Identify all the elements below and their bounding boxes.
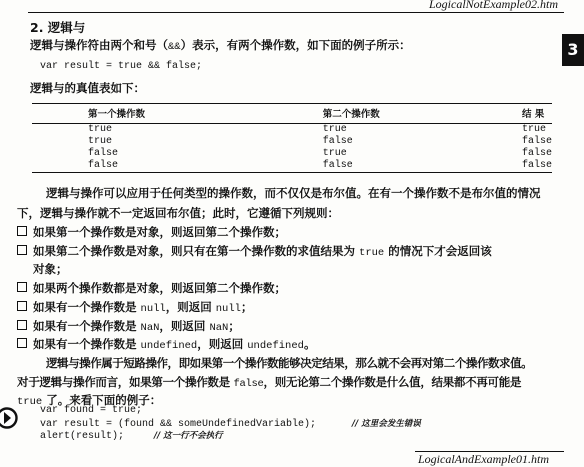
truth-table-header-row xyxy=(32,104,552,124)
truth-table xyxy=(32,103,552,173)
para1-line2: 下，逻辑与操作就不一定返回布尔值；此时，它遵循下列规则： xyxy=(17,206,339,220)
col-header-result: 结 果 xyxy=(496,104,552,124)
col-header-first: 第一个操作数 xyxy=(32,104,271,124)
table-cell: true xyxy=(88,124,113,135)
intro-operator: && xyxy=(168,41,181,53)
table-cell: false xyxy=(271,160,496,173)
inline-code: undefined xyxy=(247,340,304,352)
para2-line1: 逻辑与操作属于短路操作，即如果第一个操作数能够决定结果，那么就不会再对第二个操作数求值。 xyxy=(46,356,533,370)
inline-code: NaN xyxy=(140,322,160,334)
table-row xyxy=(32,124,552,137)
truth-table-intro: 逻辑与的真值表如下： xyxy=(30,81,145,95)
inline-code: undefined xyxy=(140,340,198,352)
table-cell: false xyxy=(521,148,552,159)
bullet-text: 如果第一个操作数是对象，则返回第二个操作数； xyxy=(33,225,286,239)
checkbox-bullet-icon xyxy=(17,301,27,311)
inline-code: true xyxy=(17,396,43,408)
para2-text: 对于逻辑与操作而言，如果第一个操作数是 xyxy=(17,375,234,389)
code-comment: // 这里会发生错误 xyxy=(352,419,421,429)
bullet-item xyxy=(17,299,252,315)
table-cell: false xyxy=(496,160,552,173)
table-row xyxy=(32,148,552,160)
col-header-second: 第二个操作数 xyxy=(271,104,496,124)
table-cell: false xyxy=(322,136,353,147)
bullet-text: 。 xyxy=(303,337,316,351)
table-cell: true xyxy=(322,148,347,159)
table-cell: true xyxy=(521,124,546,135)
code2-line1: var found = true; xyxy=(40,405,143,416)
table-cell: false xyxy=(521,136,552,147)
para2-text: 了。来看下面的例子： xyxy=(42,393,162,407)
bullet-text: 如果两个操作数都是对象，则返回第二个操作数； xyxy=(33,281,286,295)
bullet-text: 如果有一个操作数是 xyxy=(33,337,141,351)
code-text: var result = (found && someUndefinedVariable); xyxy=(40,419,317,430)
bullet-text: 的情况下才会返回该 xyxy=(384,244,492,258)
bullet-text: ； xyxy=(240,300,253,314)
para2-text: ，则无论第二个操作数是什么值，结果都不再可能是 xyxy=(263,375,522,389)
bullet-text: 如果有一个操作数是 xyxy=(33,319,141,333)
code2-line3 xyxy=(40,429,223,442)
bullet-item xyxy=(17,224,286,240)
bullet-text: ； xyxy=(228,319,240,333)
chapter-tab: 3 xyxy=(562,34,584,66)
checkbox-bullet-icon xyxy=(17,282,27,292)
checkbox-bullet-icon xyxy=(17,226,27,236)
bullet-text: ，则返回 xyxy=(197,337,248,351)
inline-code: false xyxy=(233,378,264,390)
para1-line1: 逻辑与操作可以应用于任何类型的操作数，而不仅仅是布尔值。在有一个操作数不是布尔值的情况 xyxy=(46,186,541,200)
checkbox-bullet-icon xyxy=(17,320,27,330)
intro-after: ）表示，有两个操作数，如下面的例子所示： xyxy=(180,38,411,52)
checkbox-bullet-icon xyxy=(17,338,27,348)
header-filename: LogicalNotExample02.htm xyxy=(429,0,558,11)
run-code-icon xyxy=(0,407,18,429)
bullet-text: ，则返回 xyxy=(165,300,216,314)
bullet-item xyxy=(17,280,286,296)
inline-code: NaN xyxy=(209,322,229,334)
table-cell: true xyxy=(88,136,113,147)
code-comment: // 这一行不会执行 xyxy=(154,431,223,441)
intro-text xyxy=(30,37,411,53)
para2-line2 xyxy=(17,374,521,390)
header-rule xyxy=(28,12,564,13)
inline-code: null xyxy=(140,303,166,315)
bullet-item xyxy=(17,336,315,352)
table-cell: false xyxy=(32,160,271,173)
intro-before: 逻辑与操作符由两个和号（ xyxy=(30,38,168,52)
bullet-text: 如果有一个操作数是 xyxy=(33,300,141,314)
bullet-item xyxy=(17,243,492,259)
bullet-continuation: 对象； xyxy=(33,262,68,276)
table-cell: true xyxy=(322,124,347,135)
table-row xyxy=(32,160,552,173)
bullet-item xyxy=(17,318,240,334)
section-title: 2. 逻辑与 xyxy=(30,20,86,35)
bullet-text: 如果第二个操作数是对象，则只有在第一个操作数的求值结果为 xyxy=(33,244,360,258)
inline-code: true xyxy=(359,247,385,259)
code-text: alert(result); xyxy=(40,431,125,442)
table-cell: false xyxy=(88,148,119,159)
checkbox-bullet-icon xyxy=(17,245,27,255)
table-row xyxy=(32,136,552,148)
bullet-text: ，则返回 xyxy=(159,319,210,333)
code-example-1: var result = true && false; xyxy=(40,61,203,72)
footer-filename: LogicalAndExample01.htm xyxy=(418,452,549,466)
inline-code: null xyxy=(215,303,241,315)
